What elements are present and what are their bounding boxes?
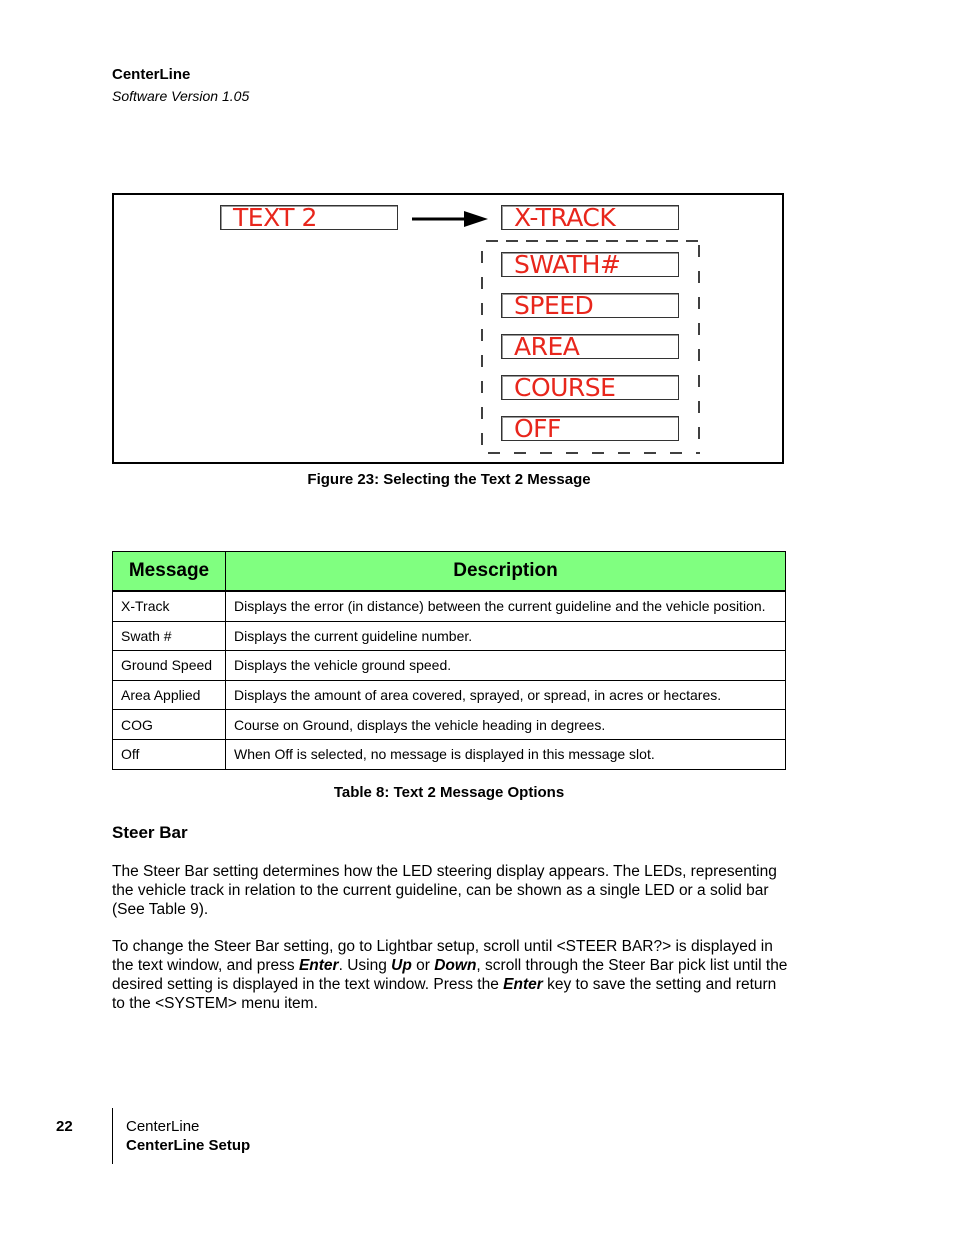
table-row (113, 680, 786, 710)
table-row (113, 651, 786, 681)
figure-caption: Figure 23: Selecting the Text 2 Message (307, 471, 591, 488)
option-label: SPEED (514, 291, 594, 320)
option-label: X-TRACK (514, 203, 616, 232)
option-label: OFF (514, 414, 561, 443)
option-display-swath (501, 252, 679, 277)
header-description: Description (226, 552, 786, 592)
figure-panel (112, 193, 784, 464)
description-cell: Displays the vehicle ground speed. (226, 651, 786, 681)
header-message: Message (113, 552, 226, 592)
option-label: COURSE (514, 373, 616, 402)
option-display-course (501, 375, 679, 400)
description-cell: Course on Ground, displays the vehicle heading in degrees. (226, 710, 786, 740)
message-cell: Area Applied (113, 680, 226, 710)
option-label: SWATH# (514, 250, 621, 279)
message-cell: Off (113, 739, 226, 769)
text-run: , scroll through the Steer Bar pick list until the desired setting is displayed in the text window. Press the (112, 957, 788, 993)
key-down: Down (434, 957, 477, 974)
steer-bar-paragraph-1: The Steer Bar setting determines how the LED steering display appears. The LEDs, representing the vehicle track in relation to the current guideline, can be shown as a single LED or a solid bar (See Table 9). (112, 863, 777, 918)
text2-display (220, 205, 398, 230)
message-cell: Swath # (113, 621, 226, 651)
page-number: 22 (56, 1118, 73, 1135)
section-heading: Steer Bar (112, 823, 188, 842)
table-row (113, 621, 786, 651)
text-run: . Using (338, 957, 392, 974)
option-display-speed (501, 293, 679, 318)
menu-diagram-lines (114, 195, 784, 464)
message-cell: Ground Speed (113, 651, 226, 681)
key-enter: Enter (503, 976, 543, 993)
option-label: AREA (514, 332, 580, 361)
footer-section: CenterLine Setup (126, 1137, 251, 1154)
description-cell: Displays the error (in distance) between the current guideline and the vehicle position. (226, 591, 786, 621)
text2-label: TEXT 2 (233, 203, 317, 232)
text-run: To change the Steer Bar setting, go to Lightbar setup, scroll until <STEER BAR?> is displayed in the text window, and press (112, 938, 773, 974)
arrow-right-icon (464, 211, 488, 227)
table-header-row (113, 552, 786, 592)
key-enter: Enter (298, 957, 339, 974)
text-run: or (411, 957, 435, 974)
description-cell: Displays the amount of area covered, sprayed, or spread, in acres or hectares. (226, 680, 786, 710)
footer-product: CenterLine (126, 1118, 200, 1135)
option-display-off (501, 416, 679, 441)
table-row (113, 739, 786, 769)
key-up: Up (391, 957, 412, 974)
header-version: Software Version 1.05 (112, 88, 250, 104)
option-display-xtrack (501, 205, 679, 230)
table-row (113, 710, 786, 740)
description-cell: When Off is selected, no message is displayed in this message slot. (226, 739, 786, 769)
message-options-table (112, 551, 786, 770)
table-caption: Table 8: Text 2 Message Options (333, 784, 565, 801)
message-cell: X-Track (113, 591, 226, 621)
footer-divider (112, 1108, 113, 1164)
description-cell: Displays the current guideline number. (226, 621, 786, 651)
text-run: key to save the setting and return to the <SYSTEM> menu item. (112, 976, 777, 1012)
option-display-area (501, 334, 679, 359)
header-title: CenterLine (112, 66, 191, 83)
table-row (113, 591, 786, 621)
message-cell: COG (113, 710, 226, 740)
steer-bar-paragraph-2 (112, 937, 792, 1013)
